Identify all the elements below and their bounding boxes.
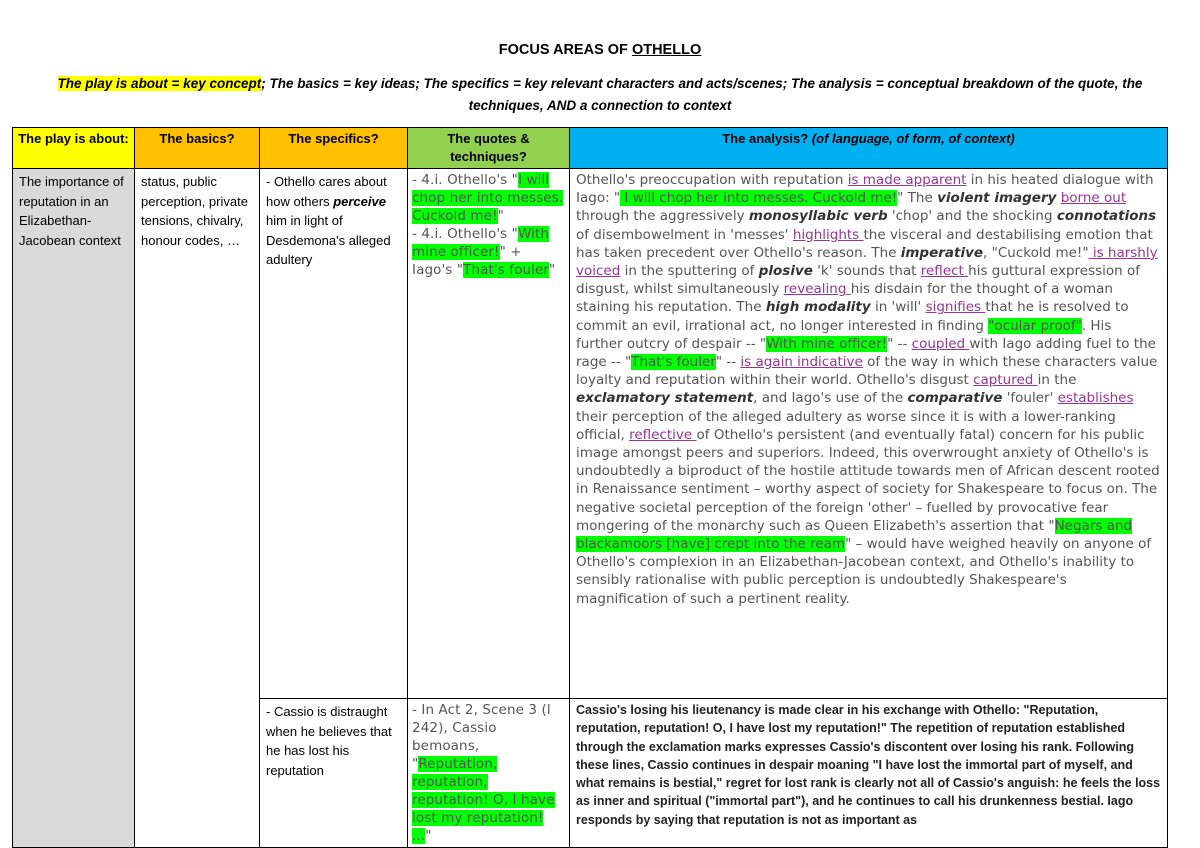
cell-specifics: - Othello cares about how others perceive him in light of Desdemona's alleged adultery: [260, 169, 408, 699]
header-specifics: The specifics?: [260, 128, 408, 169]
cell-about: The importance of reputation in an Elizabethan-Jacobean context: [13, 169, 135, 848]
cell-quotes: - 4.i. Othello's "I will chop her into messes. Cuckold me!" - 4.i. Othello's "With mine officer!" + Iago's "That's fouler": [408, 169, 570, 699]
cell-basics: status, public perception, private tensions, chivalry, honour codes, …: [135, 169, 260, 848]
header-row: [13, 128, 1168, 169]
header-quotes: The quotes & techniques?: [408, 128, 570, 169]
play-name: OTHELLO: [631, 42, 702, 58]
header-basics: The basics?: [135, 128, 260, 169]
subtitle: [40, 73, 1160, 117]
cell-quotes-2: - In Act 2, Scene 3 (l 242), Cassio bemoans, "Reputation, reputation, reputation! O, I have lost my reputation! ...": [408, 699, 570, 848]
cell-analysis-2: Cassio's losing his lieutenancy is made clear in his exchange with Othello: "Reputation, reputation, reputation! O, I have lost my reputation!" The repetition of reputation established through the exclamation marks expresses Cassio's discontent over losing his rank. Following these lines, Cassio continues in despair moaning "I have lost the immortal part of myself, and what remains is bestial," regret for lost rank is clearly not all of Cassio's anguish: he feels the loss as inner and spiritual ("immortal part"), and he continues to call his drunkenness bestial. Iago responds by saying that reputation is not as important as: [570, 699, 1168, 848]
table-row: [13, 169, 1168, 699]
header-about: The play is about:: [13, 128, 135, 169]
cell-specifics-2: - Cassio is distraught when he believes that he has lost his reputation: [260, 699, 408, 848]
cell-analysis: Othello's preoccupation with reputation is made apparent in his heated dialogue with Iago: " I will chop her into messes. Cuckold me!" The violent imagery borne out through the aggressively monosyllabic verb 'chop' and the shocking connotations of disembowelment in 'messes' highlights the visceral and destabilising emotion that has taken precedent over Othello's reason. The imperative, "Cuckold me!" is harshly voiced in the sputtering of plosive 'k' sounds that reflect his guttural expression of disgust, whilst simultaneously revealing his disdain for the thought of a woman staining his reputation. The high modality in 'will' signifies that he is resolved to commit an evil, irrational act, no longer interested in finding "ocular proof". His further outcry of despair -- "With mine officer!" -- coupled with Iago adding fuel to the rage -- "That's fouler" -- is again indicative of the way in which these characters value loyalty and reputation within their world. Othello's disgust captured in the exclamatory statement, and Iago's use of the comparative 'fouler' establishes their perception of the alleged adultery as worse since it is with a lower-ranking official, reflective of Othello's persistent (and eventually fatal) concern for his public image amongst peers and superiors. Indeed, this overwrought anxiety of Othello's is undoubtedly a biproduct of the hostile attitude towards men of African descent rooted in Renaissance sentiment – worthy aspect of society for Shakespeare to focus on. The negative societal perception of the foreign 'other' – fuelled by provocative fear mongering of the monarchy such as Queen Elizabeth's assertion that "Negars and blackamoors [have] crept into the ream" – would have weighed heavily on anyone of Othello's complexion in an Elizabethan-Jacobean context, and Othello's inability to sensibly rationalise with public perception is undoubtedly Shakespeare's magnification of such a pertinent reality.: [570, 169, 1168, 699]
page-title: FOCUS AREAS OF OTHELLO: [498, 42, 702, 58]
header-analysis: The analysis? (of language, of form, of context): [570, 128, 1168, 169]
focus-table: [12, 127, 1168, 848]
subtitle-highlight: The play is about = key concept: [57, 76, 262, 91]
subtitle-rest: ; The basics = key ideas; The specifics = key relevant characters and acts/scenes; The analysis = conceptual breakdown of the quote, the techniques, AND a connection to context: [261, 76, 1143, 113]
